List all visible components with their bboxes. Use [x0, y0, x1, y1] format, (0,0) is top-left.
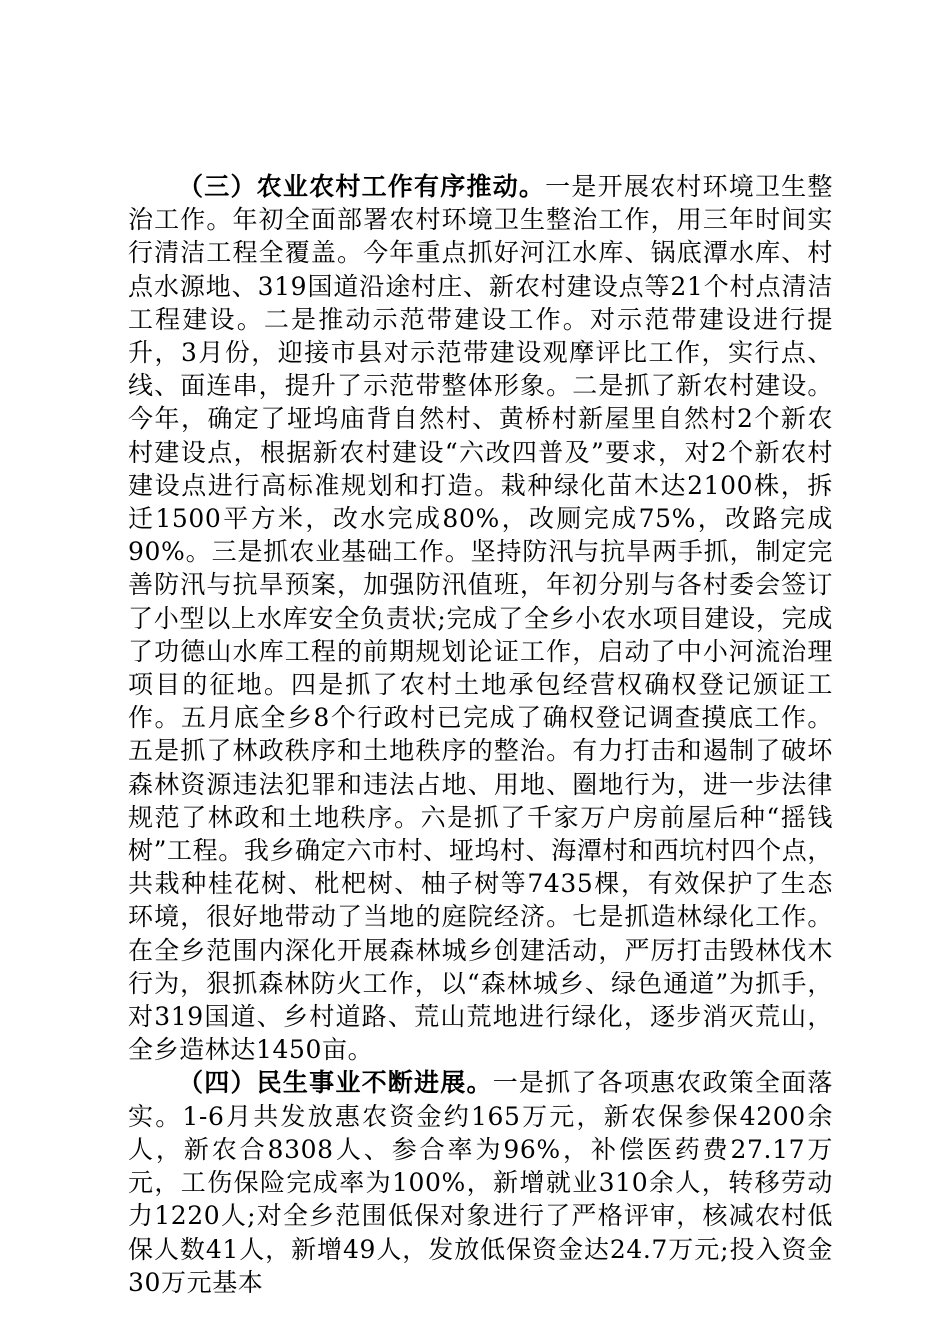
paragraph-text: 一是抓了各项惠农政策全面落实。1-6月共发放惠农资金约165万元，新农保参保4200余人，新农合8308人、参合率为96%，补偿医药费27.17万元，工伤保险完成率为100%，新增就业310余人，转移劳动力1220人;对全乡范围低保对象进行了严格评审，核减农村低保人数41人，新增49人，发放低保资金达24.7万元;投入资金30万元基本: [128, 1068, 833, 1297]
paragraph-livelihood: [128, 1066, 833, 1298]
section-heading-3: （三）农业农村工作有序推动。: [178, 172, 546, 201]
paragraph-text: 一是开展农村环境卫生整治工作。年初全面部署农村环境卫生整治工作，用三年时间实行清洁工程全覆盖。今年重点抓好河江水库、锅底潭水库、村点水源地、319国道沿途村庄、新农村建设点等21个村点清洁工程建设。二是推动示范带建设工作。对示范带建设进行提升，3月份，迎接市县对示范带建设观摩评比工作，实行点、线、面连串，提升了示范带整体形象。二是抓了新农村建设。今年，确定了垭坞庙背自然村、黄桥村新屋里自然村2个新农村建设点，根据新农村建设“六改四普及”要求，对2个新农村建设点进行高标准规划和打造。栽种绿化苗木达2100株，拆迁1500平方米，改水完成80%，改厕完成75%，改路完成90%。三是抓农业基础工作。坚持防汛与抗旱两手抓，制定完善防汛与抗旱预案，加强防汛值班，年初分别与各村委会签订了小型以上水库安全负责状;完成了全乡小农水项目建设，完成了功德山水库工程的前期规划论证工作，启动了中小河流治理项目的征地。四是抓了农村土地承包经营权确权登记颁证工作。五月底全乡8个行政村已完成了确权登记调查摸底工作。五是抓了林政秩序和土地秩序的整治。有力打击和遏制了破坏森林资源违法犯罪和违法占地、用地、圈地行为，进一步法律规范了林政和土地秩序。六是抓了千家万户房前屋后种“摇钱树”工程。我乡确定六市村、垭坞村、海潭村和西坑村四个点，共栽种桂花树、枇杷树、柚子树等7435棵，有效保护了生态环境，很好地带动了当地的庭院经济。七是抓造林绿化工作。在全乡范围内深化开展森林城乡创建活动，严厉打击毁林伐木行为，狠抓森林防火工作，以“森林城乡、绿色通道”为抓手，对319国道、乡村道路、荒山荒地进行绿化，逐步消灭荒山，全乡造林达1450亩。: [128, 172, 834, 1065]
paragraph-agriculture: [128, 170, 833, 1066]
document-body: [128, 170, 833, 1299]
section-heading-4: （四）民生事业不断进展。: [178, 1068, 493, 1098]
